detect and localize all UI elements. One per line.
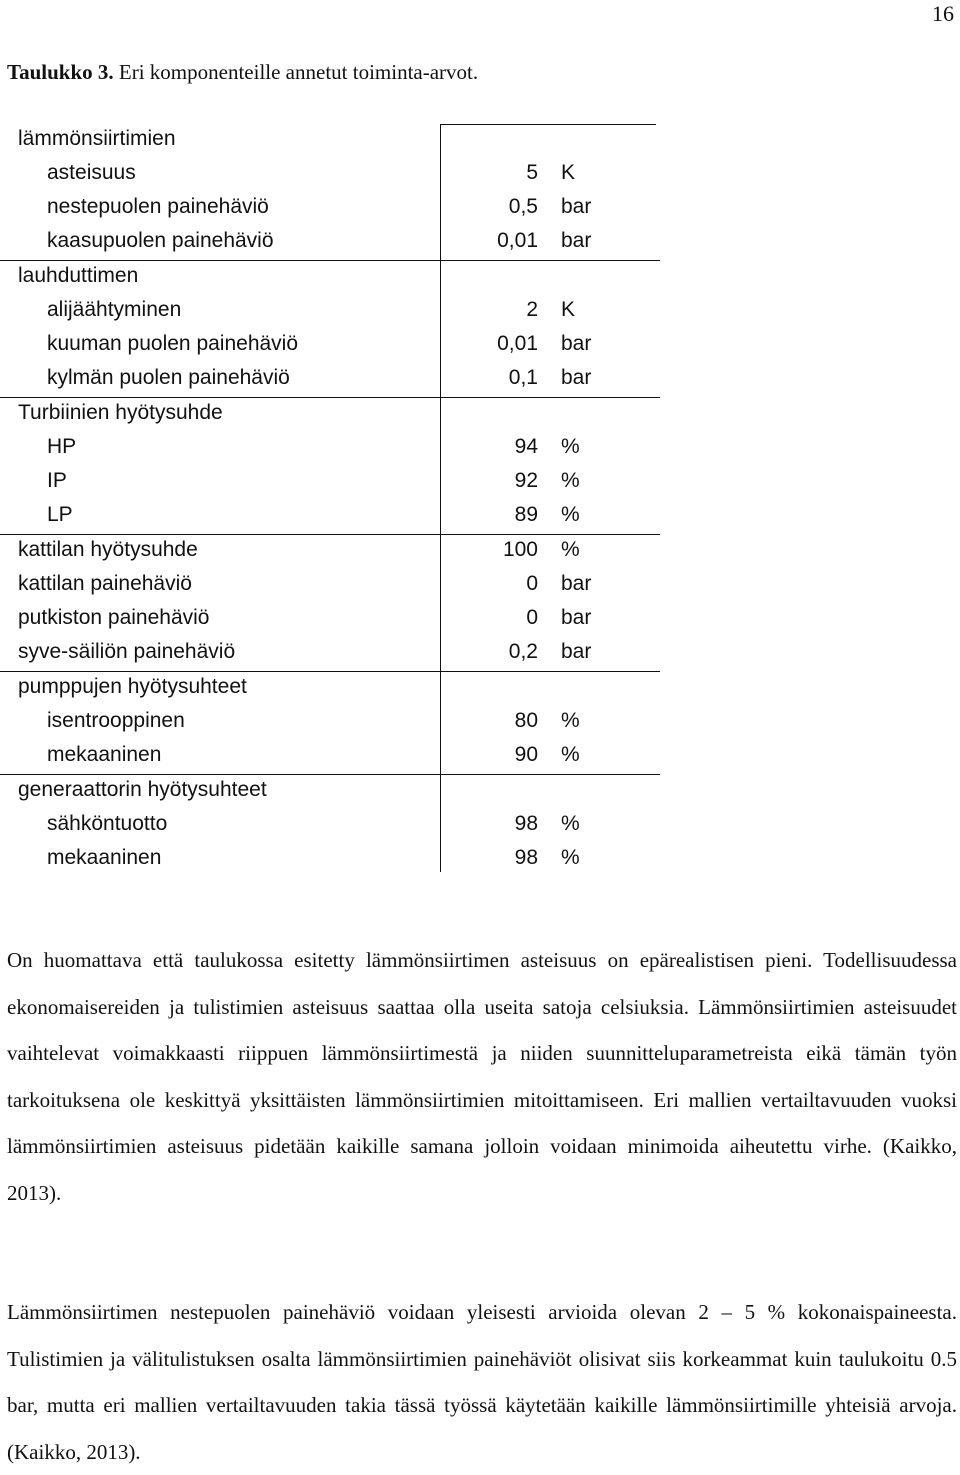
table-group	[0, 535, 660, 672]
table-row	[0, 637, 660, 671]
row-value: 94	[514, 435, 538, 458]
caption-label: Taulukko 3.	[7, 60, 114, 84]
row-unit: %	[561, 503, 580, 526]
row-unit: bar	[561, 366, 592, 389]
row-value: 0,01	[497, 332, 538, 355]
body-paragraph-2: Lämmönsiirtimen nestepuolen painehäviö voidaan yleisesti arvioida olevan 2 – 5 % kokonaispaineesta. Tulistimien ja välitulistuksen osalta lämmönsiirtimien painehäviöt olisivat siis korkeammat kuin taulukoitu 0.5 bar, mutta eri mallien vertailtavuuden takia tässä työssä käytetään kaikille lämmönsiirtimille yhteisiä arvoja. (Kaikko, 2013).	[7, 1300, 957, 1464]
row-value: 0	[526, 572, 538, 595]
row-value: 98	[514, 812, 538, 835]
table-row	[0, 226, 660, 260]
row-unit: bar	[561, 572, 592, 595]
row-label: syve-säiliön painehäviö	[18, 640, 236, 663]
row-value: 0,2	[508, 640, 538, 663]
row-unit: %	[561, 846, 580, 869]
table-row	[0, 775, 660, 809]
table-row	[0, 809, 660, 843]
row-label: alijäähtyminen	[47, 298, 182, 321]
table-caption	[7, 58, 478, 86]
table-row	[0, 158, 660, 192]
row-unit: %	[561, 538, 580, 561]
row-unit: %	[561, 709, 580, 732]
table-row	[0, 706, 660, 740]
row-unit: %	[561, 469, 580, 492]
caption-text: Eri komponenteille annetut toiminta-arvot.	[118, 60, 479, 84]
table-row	[0, 398, 660, 432]
row-value: 80	[514, 709, 538, 732]
row-label: kattilan painehäviö	[18, 572, 192, 595]
row-unit: bar	[561, 229, 592, 252]
row-label: mekaaninen	[47, 846, 162, 869]
row-unit: %	[561, 812, 580, 835]
table-row	[0, 740, 660, 774]
table-row	[0, 672, 660, 706]
table-body	[0, 124, 660, 877]
row-label: sähköntuotto	[47, 812, 168, 835]
table-row	[0, 603, 660, 637]
table-row	[0, 124, 660, 158]
table-row	[0, 535, 660, 569]
row-unit: bar	[561, 640, 592, 663]
row-unit: K	[561, 298, 576, 321]
row-label: putkiston painehäviö	[18, 606, 210, 629]
table-row	[0, 295, 660, 329]
row-label: nestepuolen painehäviö	[47, 195, 269, 218]
table-row	[0, 466, 660, 500]
row-unit: K	[561, 161, 576, 184]
table-group	[0, 672, 660, 775]
row-value: 98	[514, 846, 538, 869]
table-row	[0, 192, 660, 226]
row-value: 5	[526, 161, 538, 184]
table-row	[0, 363, 660, 397]
table-row	[0, 569, 660, 603]
row-unit: bar	[561, 606, 592, 629]
row-label: asteisuus	[47, 161, 136, 184]
table-group	[0, 124, 660, 261]
row-label: mekaaninen	[47, 743, 162, 766]
table-row	[0, 261, 660, 295]
row-label: lämmönsiirtimien	[18, 127, 176, 150]
row-value: 89	[514, 503, 538, 526]
row-value: 0	[526, 606, 538, 629]
row-label: kaasupuolen painehäviö	[47, 229, 274, 252]
table-row	[0, 500, 660, 534]
table-row	[0, 432, 660, 466]
row-value: 100	[502, 538, 538, 561]
row-label: pumppujen hyötysuhteet	[18, 675, 247, 698]
body-paragraph-1: On huomattava että taulukossa esitetty lämmönsiirtimen asteisuus on epärealistisen pieni. Todellisuudessa ekonomaisereiden ja tulistimien asteisuus saattaa olla useita satoja celsiuksia. Lämmönsiirtimien asteisuudet vaihtelevat voimakkaasti riippuen lämmönsiirtimestä ja niiden suunnitteluparametreista eikä tämän työn tarkoituksena ole keskittyä yksittäisten lämmönsiirtimien mitoittamiseen. Eri mallien vertailtavuuden vuoksi lämmönsiirtimien asteisuus pidetään kaikille samana jolloin voidaan minimoida aiheutettu virhe. (Kaikko, 2013).	[7, 948, 957, 1205]
table-row	[0, 843, 660, 877]
row-label: LP	[47, 503, 73, 526]
row-label: isentrooppinen	[47, 709, 185, 732]
row-label: lauhduttimen	[18, 264, 139, 287]
row-label: HP	[47, 435, 77, 458]
row-value: 90	[514, 743, 538, 766]
row-value: 0,01	[497, 229, 538, 252]
row-label: kattilan hyötysuhde	[18, 538, 198, 561]
table-group	[0, 775, 660, 877]
row-value: 0,1	[508, 366, 538, 389]
row-label: kuuman puolen painehäviö	[47, 332, 299, 355]
row-value: 2	[526, 298, 538, 321]
row-unit: bar	[561, 332, 592, 355]
row-unit: %	[561, 743, 580, 766]
row-label: Turbiinien hyötysuhde	[18, 401, 223, 424]
page-number: 16	[932, 1, 954, 26]
row-label: generaattorin hyötysuhteet	[18, 778, 267, 801]
row-unit: %	[561, 435, 580, 458]
row-label: kylmän puolen painehäviö	[47, 366, 290, 389]
table-row	[0, 329, 660, 363]
row-unit: bar	[561, 195, 592, 218]
row-value: 92	[514, 469, 538, 492]
table-group	[0, 261, 660, 398]
row-label: IP	[47, 469, 67, 492]
table-group	[0, 398, 660, 535]
row-value: 0,5	[508, 195, 538, 218]
parameters-table	[0, 124, 660, 877]
